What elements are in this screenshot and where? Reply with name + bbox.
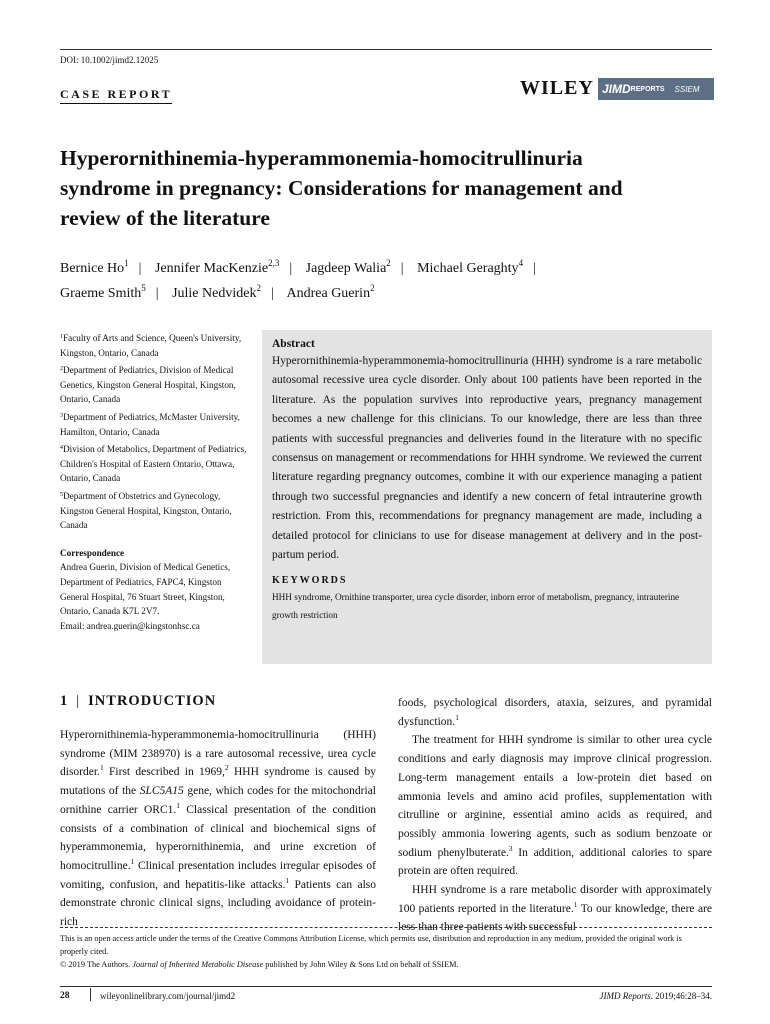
affiliations <box>60 331 250 633</box>
author[interactable]: Bernice Ho$^1$ <box>60 258 129 276</box>
author[interactable]: Michael Geraghty$^4$ <box>417 258 524 276</box>
body-column-left <box>60 726 376 932</box>
affiliation: $^3$Department of Pediatrics, McMaster University, Hamilton, Ontario, Canada <box>60 411 240 437</box>
author[interactable]: Julie Nedvidek$^2$ <box>172 283 261 301</box>
body-column-right <box>398 694 712 937</box>
page-number: 28 <box>60 991 70 1001</box>
author[interactable]: Jennifer MacKenzie$^{2,3}$ <box>154 258 280 276</box>
citation: JIMD Reports. 2019;46:28–34. <box>599 991 712 1001</box>
author[interactable]: Jagdeep Walia$^2$ <box>305 258 391 276</box>
footnote-divider <box>60 927 712 928</box>
abstract-box <box>262 330 712 664</box>
paragraph: Hyperornithinemia-hyperammonemia-homocitrullinuria (HHH) syndrome (MIM 238970) is a rare autosomal recessive, urea cycle disorder.$^1$ First described in 1969,$^2$ HHH syndrome is caused by mutations of the SLC5A15 gene, which codes for the mitochondrial ornithine carrier ORC1.$^1$ Classical presentation of the condition consists of a combination of clinical and biochemical signs of hyperammonemia, hyperornithinemia, and urine excretion of homocitrulline.$^1$ Clinical presentation includes irregular episodes of vomiting, confusion, and hepatitis-like attacks.$^1$ Patients can also demonstrate chronic clinical signs, including avoidance of protein-rich <box>60 729 376 929</box>
copyright: © 2019 The Authors. Journal of Inherited Metabolic Disease published by John Wiley & Sons Ltd on behalf of SSIEM. <box>60 960 459 969</box>
top-rule <box>60 49 712 50</box>
abstract-text: Hyperornithinemia-hyperammonemia-homocitrullinuria (HHH) syndrome is a rare metabolic autosomal recessive urea cycle disorder. Only about 100 patients have been reported in the literature. As the population survives into reproductive years, pregnancy management becomes a new challenge for this clinicians. To our knowledge, there are less than three patients with successful pregnancies and deliveries found in the literature with no specific consensus on management or recommendations for HHH syndrome. We reviewed the current literature regarding pregnancy outcomes, combine it with our experience managing a patient through two successful pregnancies and identify a new concern of fetal intrauterine growth restriction. From this, recommendations for pregnancy management are made, including a detailed protocol for clinicians to use for disease management at delivery and in the post-partum period. <box>272 355 702 562</box>
correspondence-address: Andrea Guerin, Division of Medical Genetics, Department of Pediatrics, FAPC4, Kingston General Hospital, 76 Stuart Street, Kingston, Ontario, Canada K7L 2V7. Email: andrea.guerin@kingstonhsc.ca <box>60 562 231 631</box>
journal-url[interactable]: wileyonlinelibrary.com/journal/jimd2 <box>100 991 236 1001</box>
author[interactable]: Andrea Guerin$^2$ <box>286 283 375 301</box>
author[interactable]: Graeme Smith$^5$ <box>60 283 146 301</box>
keywords: HHH syndrome, Ornithine transporter, urea cycle disorder, inborn error of metabolism, pregnancy, intrauterine growth restriction <box>272 592 680 621</box>
abstract-heading: Abstract <box>272 338 315 350</box>
article-title: Hyperornithinemia-hyperammonemia-homocitrullinuria syndrome in pregnancy: Considerations for management and review of the literature <box>60 146 623 230</box>
paragraph: HHH syndrome is a rare metabolic disorder with approximately 100 patients reported in the literature.$^1$ To our knowledge, there are less than three patients with successful <box>398 884 712 934</box>
ssiem-label: SSIEM <box>674 84 700 94</box>
correspondence-email[interactable]: Email: andrea.guerin@kingstonhsc.ca <box>60 620 200 631</box>
license-text: This is an open access article under the terms of the Creative Commons Attribution License, which permits use, distribution and reproduction in any medium, provided the original work is properly cited. <box>60 934 682 956</box>
wiley-logo: WILEY <box>520 77 594 99</box>
footer-divider <box>90 988 91 1001</box>
reports-label: REPORTS <box>630 85 665 93</box>
affiliation: $^2$Department of Pediatrics, Division of Medical Genetics, Kingston General Hospital, Kingston, Ontario, Canada <box>60 365 236 405</box>
affiliation: $^1$Faculty of Arts and Science, Queen's University, Kingston, Ontario, Canada <box>60 333 242 358</box>
paragraph: foods, psychological disorders, ataxia, seizures, and pyramidal dysfunction.$^1$ <box>398 697 712 728</box>
paragraph: The treatment for HHH syndrome is similar to other urea cycle conditions and early diagnosis may improve clinical progression. Long-term management entails a low-protein diet based on ammonia levels and amino acid profiles, supplementation with citrulline or arginine, essential amino acids as required, and possibly ammonia lowering agents, such as sodium benzoate or sodium phenylbuterate.$^3$ In addition, additional calories to spare protein are often required. <box>398 734 712 878</box>
jimd-label: JIMD <box>602 82 631 96</box>
correspondence-heading: Correspondence <box>60 547 125 558</box>
section-heading: 1 | INTRODUCTION <box>60 693 217 709</box>
bottom-rule <box>60 986 712 987</box>
license-footnote <box>60 932 712 971</box>
author-list: Bernice Ho$^1$ | Jennifer MacKenzie$^{2,3}$ | Jagdeep Walia$^2$ | Michael Geraghty$^4$ | Graeme Smith$^5$ | Julie Nedvidek$^2$ | Andrea Guerin$^2$ <box>60 258 536 301</box>
doi: DOI: 10.1002/jimd2.12025 <box>60 55 159 65</box>
keywords-heading: KEYWORDS <box>272 575 348 587</box>
affiliation: $^4$Division of Metabolics, Department of Pediatrics, Children's Hospital of Eastern Ontario, Ottawa, Ontario, Canada <box>60 444 247 484</box>
article-type: CASE REPORT <box>60 87 172 104</box>
affiliation: $^5$Department of Obstetrics and Gynecology, Kingston General Hospital, Kingston, Ontario, Canada <box>60 490 232 531</box>
jimd-reports-badge <box>598 78 714 100</box>
